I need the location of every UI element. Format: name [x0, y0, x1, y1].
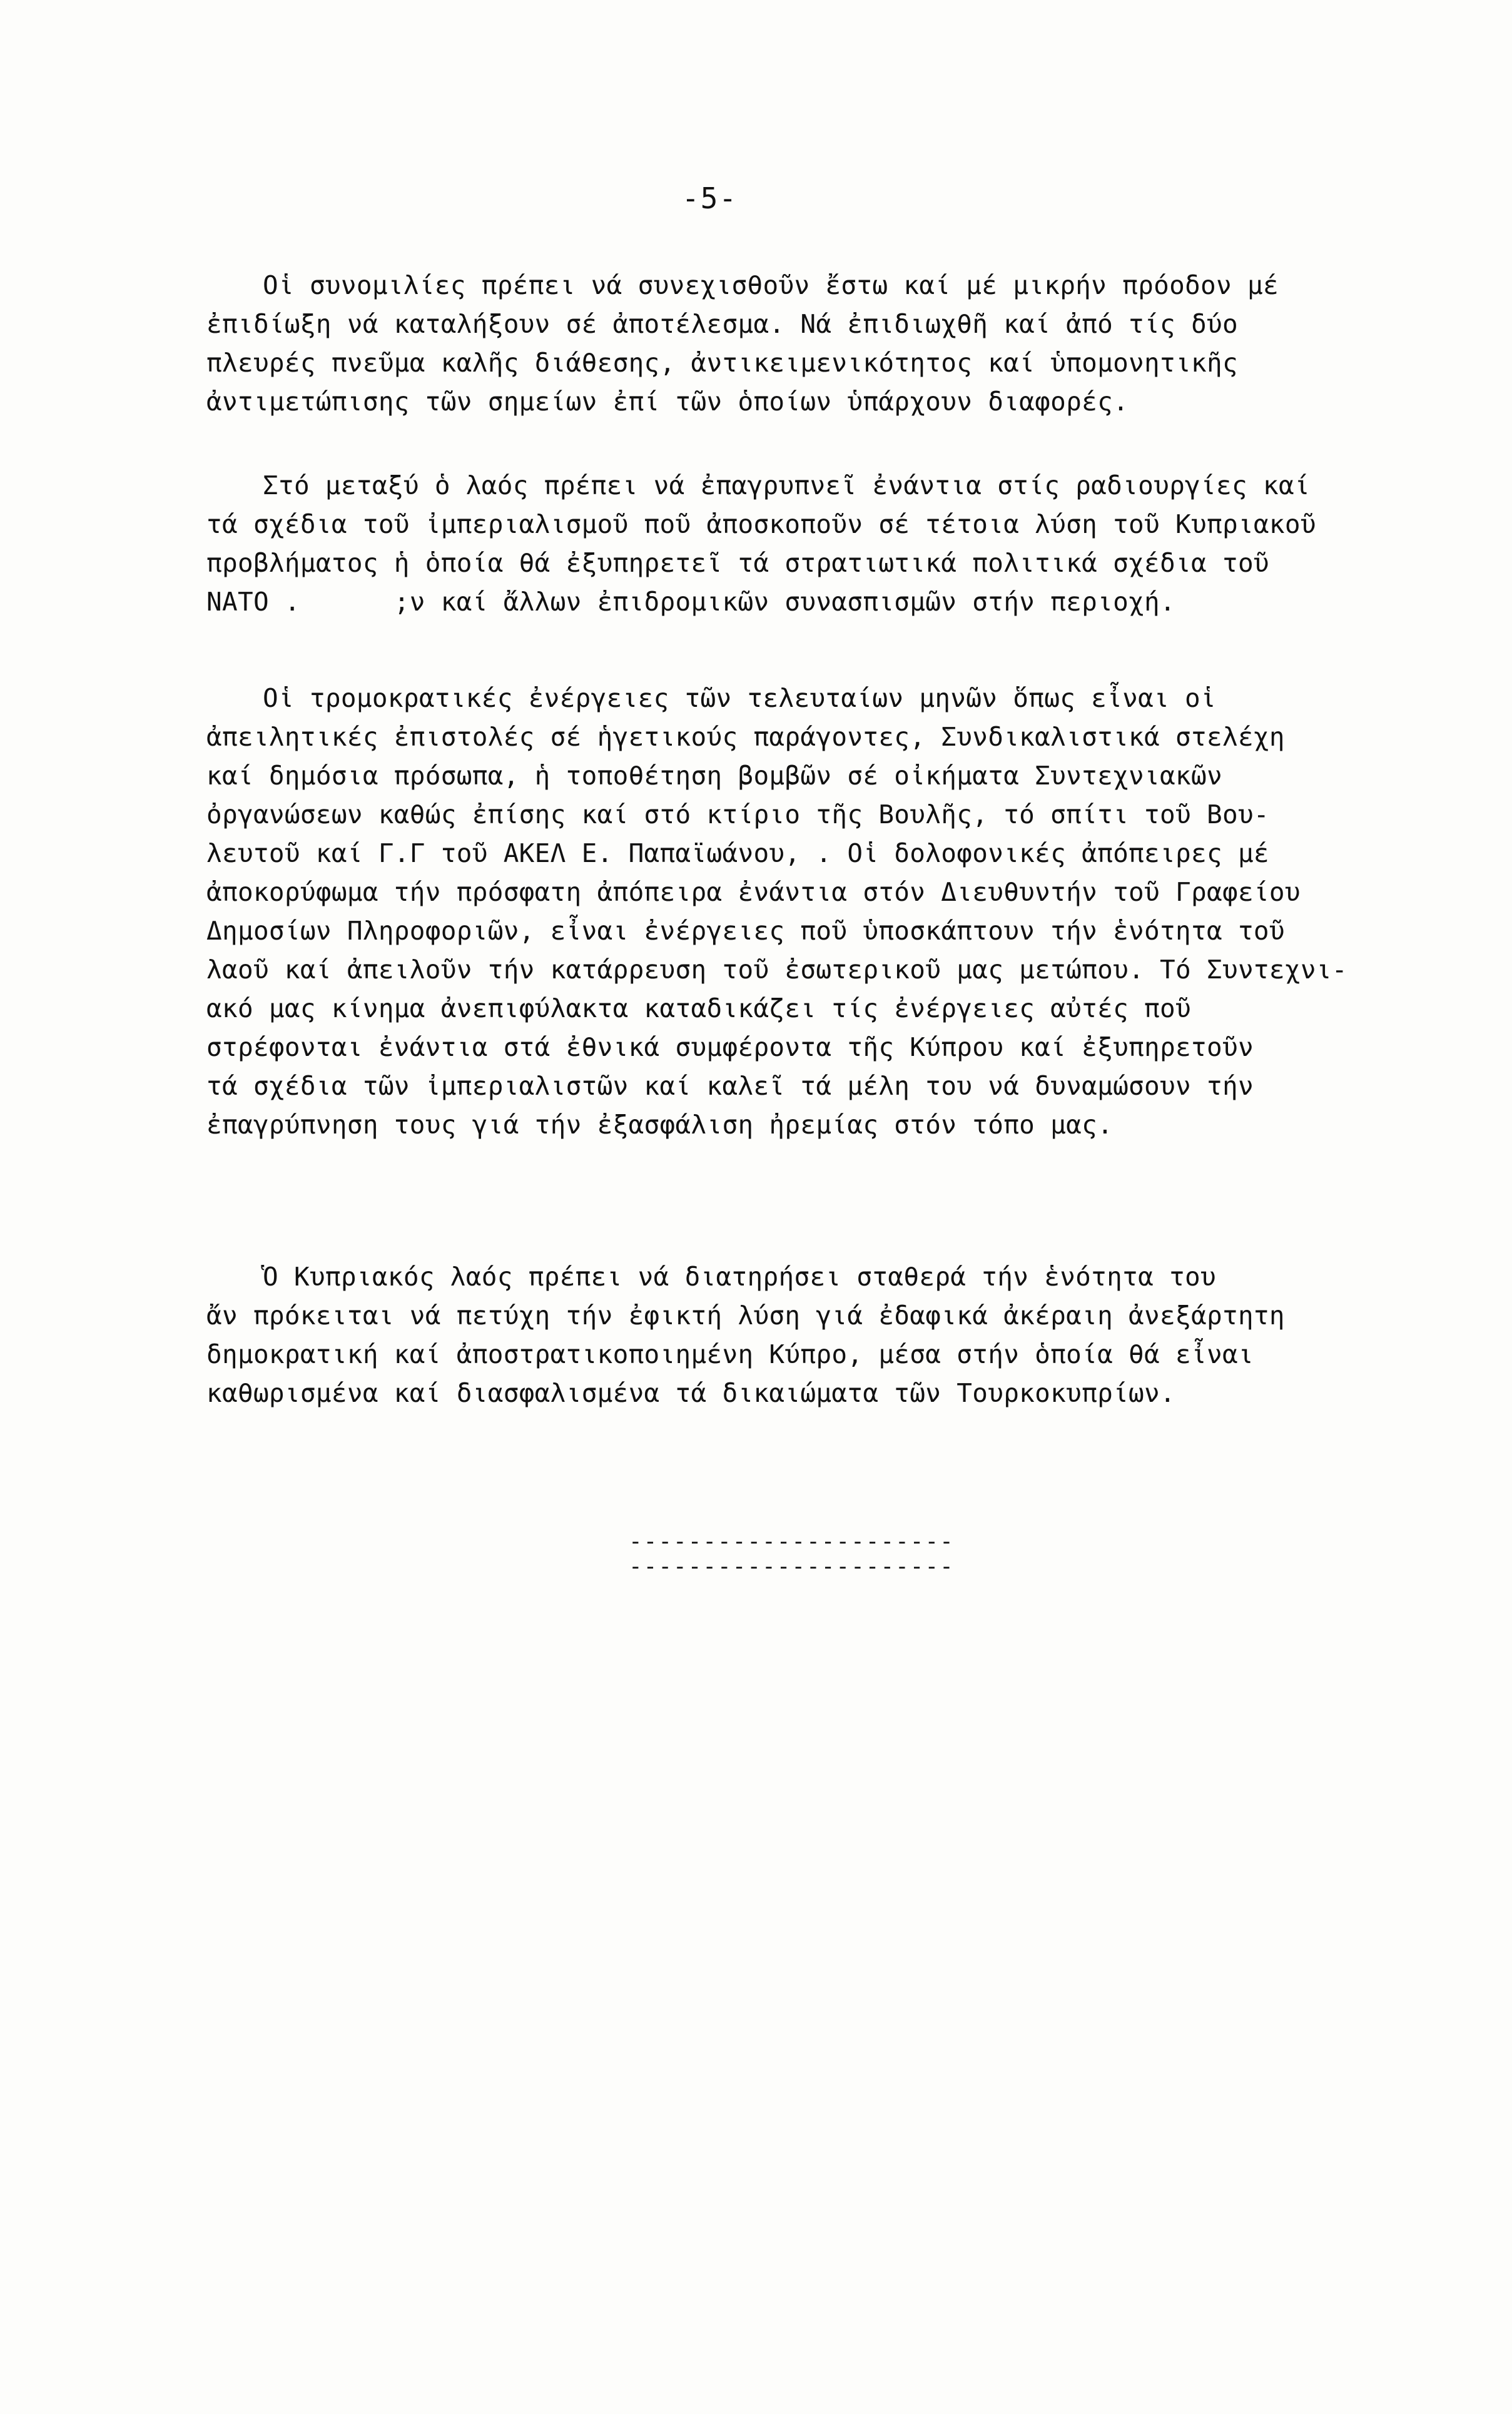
text-line: τά σχέδια τῶν ἰμπεριαλιστῶν καί καλεῖ τά μέλη του νά δυναμώσουν τήν [206, 1071, 1254, 1101]
text-line: ΝΑΤΟ . ;ν καί ἄλλων ἐπιδρομικῶν συνασπισμῶν στήν περιοχή. [206, 587, 1176, 617]
text-line: προβλήματος ἡ ὁποία θά ἐξυπηρετεῖ τά στρατιωτικά πολιτικά σχέδια τοῦ [206, 548, 1269, 578]
paragraph-3 [206, 679, 1470, 1144]
text-line: καί δημόσια πρόσωπα, ἡ τοποθέτηση βομβῶν σέ οἰκήματα Συντεχνιακῶν [206, 761, 1222, 791]
text-line: λαοῦ καί ἀπειλοῦν τήν κατάρρευση τοῦ ἐσωτερικοῦ μας μετώπου. Τό Συντεχνι- [206, 955, 1347, 985]
paragraph-4 [206, 1257, 1470, 1412]
text-line: ἀποκορύφωμα τήν πρόσφατη ἀπόπειρα ἐνάντια στόν Διευθυντήν τοῦ Γραφείου [206, 877, 1301, 907]
text-line: ἀπειλητικές ἐπιστολές σέ ἡγετικούς παράγοντες, Συνδικαλιστικά στελέχη [206, 722, 1285, 752]
text-line: ἐπιδίωξη νά καταλήξουν σέ ἀποτέλεσμα. Νά ἐπιδιωχθῆ καί ἀπό τίς δύο [206, 309, 1238, 339]
text-line: ἀντιμετώπισης τῶν σημείων ἐπί τῶν ὁποίων ὑπάρχουν διαφορές. [206, 387, 1129, 417]
closing-rule: ---------------------- [629, 1554, 955, 1580]
text-line: Δημοσίων Πληροφοριῶν, εἶναι ἐνέργειες ποῦ ὑποσκάπτουν τήν ἑνότητα τοῦ [206, 916, 1285, 946]
paragraph-2 [206, 466, 1470, 621]
text-line: καθωρισμένα καί διασφαλισμένα τά δικαιώματα τῶν Τουρκοκυπρίων. [206, 1378, 1176, 1408]
text-line: ὀργανώσεων καθώς ἐπίσης καί στό κτίριο τῆς Βουλῆς, τό σπίτι τοῦ Βου- [206, 799, 1269, 829]
text-line: τά σχέδια τοῦ ἰμπεριαλισμοῦ ποῦ ἀποσκοποῦν σέ τέτοια λύση τοῦ Κυπριακοῦ [206, 509, 1316, 539]
text-line: Στό μεταξύ ὁ λαός πρέπει νά ἐπαγρυπνεῖ ἐνάντια στίς ραδιουργίες καί [263, 470, 1310, 500]
text-line: Οἱ συνομιλίες πρέπει νά συνεχισθοῦν ἔστω καί μέ μικρήν πρόοδον μέ [263, 270, 1279, 300]
text-line: Οἱ τρομοκρατικές ἐνέργειες τῶν τελευταίων μηνῶν ὅπως εἶναι οἱ [263, 683, 1217, 713]
text-line: στρέφονται ἐνάντια στά ἐθνικά συμφέροντα τῆς Κύπρου καί ἐξυπηρετοῦν [206, 1032, 1254, 1062]
text-line: λευτοῦ καί Γ.Γ τοῦ ΑΚΕΛ Ε. Παπαϊωάνου, . Οἱ δολοφονικές ἀπόπειρες μέ [206, 838, 1269, 868]
text-line: πλευρές πνεῦμα καλῆς διάθεσης, ἀντικειμενικότητος καί ὑπομονητικῆς [206, 348, 1238, 378]
paragraph-1 [206, 266, 1470, 421]
text-line: ἐπαγρύπνηση τους γιά τήν ἐξασφάλιση ἠρεμίας στόν τόπο μας. [206, 1110, 1114, 1140]
text-line: ακό μας κίνημα ἀνεπιφύλακτα καταδικάζει τίς ἐνέργειες αὐτές ποῦ [206, 993, 1191, 1023]
text-line: Ὁ Κυπριακός λαός πρέπει νά διατηρήσει σταθερά τήν ἑνότητα του [263, 1262, 1217, 1292]
text-line: ἄν πρόκειται νά πετύχη τήν ἐφικτή λύση γιά ἐδαφικά ἀκέραιη ἀνεξάρτητη [206, 1301, 1285, 1331]
page-number: -5- [682, 181, 738, 215]
text-line: δημοκρατική καί ἀποστρατικοποιημένη Κύπρο, μέσα στήν ὁποία θά εἶναι [206, 1339, 1254, 1369]
closing-rule: ---------------------- [629, 1529, 955, 1554]
